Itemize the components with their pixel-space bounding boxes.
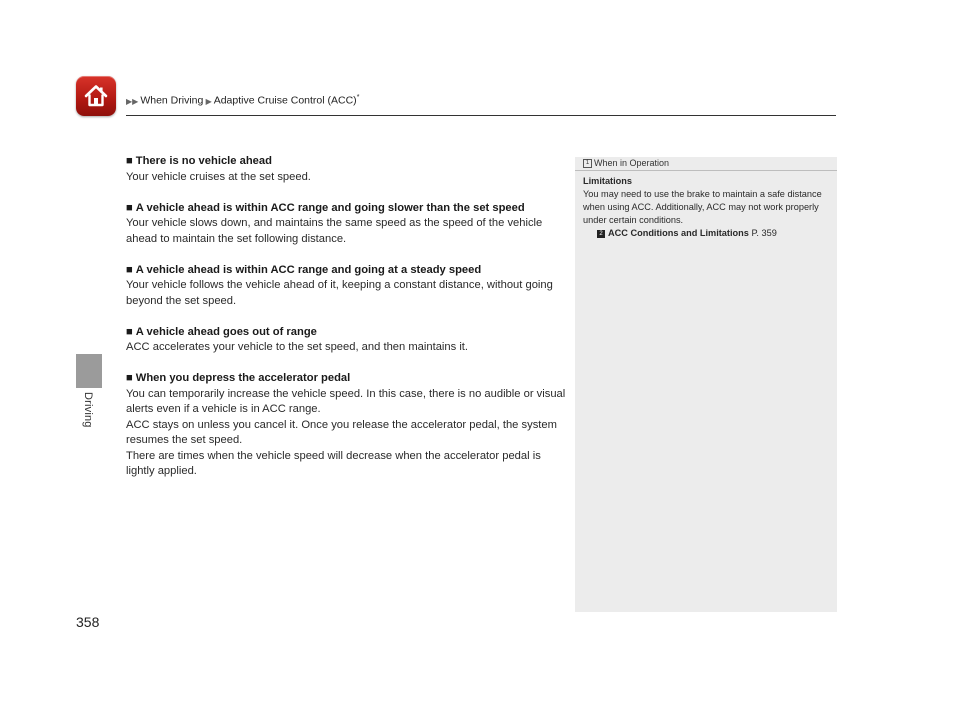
cross-reference-page: P. 359 (751, 228, 777, 238)
square-bullet-icon: ■ (126, 155, 133, 167)
section-out-of-range (126, 325, 566, 356)
section-body: You can temporarily increase the vehicle speed. In this case, there is no audible or visual alerts even if a vehicle is in ACC range. (126, 387, 566, 415)
section-no-vehicle-ahead (126, 154, 566, 185)
chapter-tab[interactable] (76, 354, 102, 388)
cross-reference-icon: 2 (597, 230, 605, 238)
sidebar-text: You may need to use the brake to maintain a safe distance when using ACC. Additionally, ACC may not work properly under certain conditions. (583, 189, 822, 225)
section-vehicle-slower (126, 201, 566, 248)
square-bullet-icon: ■ (126, 325, 133, 338)
home-icon (82, 82, 110, 110)
sidebar-title: 1 When in Operation (583, 158, 669, 168)
section-accelerator-pedal (126, 371, 566, 480)
section-vehicle-steady (126, 263, 566, 310)
cross-reference-link[interactable] (597, 227, 828, 240)
sidebar-heading: Limitations (583, 176, 633, 186)
section-heading: ■ A vehicle ahead goes out of range (126, 325, 317, 338)
sidebar-divider (575, 170, 837, 171)
section-body: ACC accelerates your vehicle to the set speed, and then maintains it. (126, 341, 469, 353)
square-bullet-icon: ■ (126, 372, 133, 384)
square-bullet-icon: ■ (126, 263, 133, 276)
cross-reference-title: ACC Conditions and Limitations (608, 228, 749, 238)
section-body: Your vehicle slows down, and maintains the same speed as the speed of the vehicle ahead to maintain the set following distance. (126, 217, 543, 245)
square-bullet-icon: ■ (126, 201, 133, 214)
chapter-label: Driving (82, 392, 94, 428)
header-divider (126, 115, 836, 116)
sidebar-body (583, 175, 828, 240)
home-button[interactable] (76, 76, 116, 116)
section-body: Your vehicle follows the vehicle ahead of it, keeping a constant distance, without going beyond the set speed. (126, 279, 553, 307)
section-body: Your vehicle cruises at the set speed. (126, 170, 311, 183)
breadcrumb-item-when-driving[interactable]: When Driving (140, 94, 204, 107)
section-heading: ■ There is no vehicle ahead (126, 155, 272, 167)
breadcrumb-item-acc[interactable]: Adaptive Cruise Control (ACC) (213, 94, 357, 107)
section-body: ACC stays on unless you cancel it. Once you release the accelerator pedal, the system resumes the set speed. (126, 418, 557, 446)
main-content (126, 154, 566, 495)
breadcrumb-footnote-marker: * (356, 94, 360, 101)
section-body: There are times when the vehicle speed will decrease when the accelerator pedal is lightly applied. (126, 449, 541, 477)
breadcrumb (126, 94, 359, 107)
section-heading: ■ A vehicle ahead is within ACC range and going at a steady speed (126, 263, 482, 276)
breadcrumb-arrow-icon: ▶ (203, 96, 212, 106)
breadcrumb-arrow-icon: ▶▶ (126, 96, 139, 106)
section-heading: ■ A vehicle ahead is within ACC range and going slower than the set speed (126, 201, 525, 214)
note-tag-icon: 1 (583, 159, 592, 168)
page-number: 358 (76, 614, 100, 630)
section-heading: ■ When you depress the accelerator pedal (126, 372, 351, 384)
